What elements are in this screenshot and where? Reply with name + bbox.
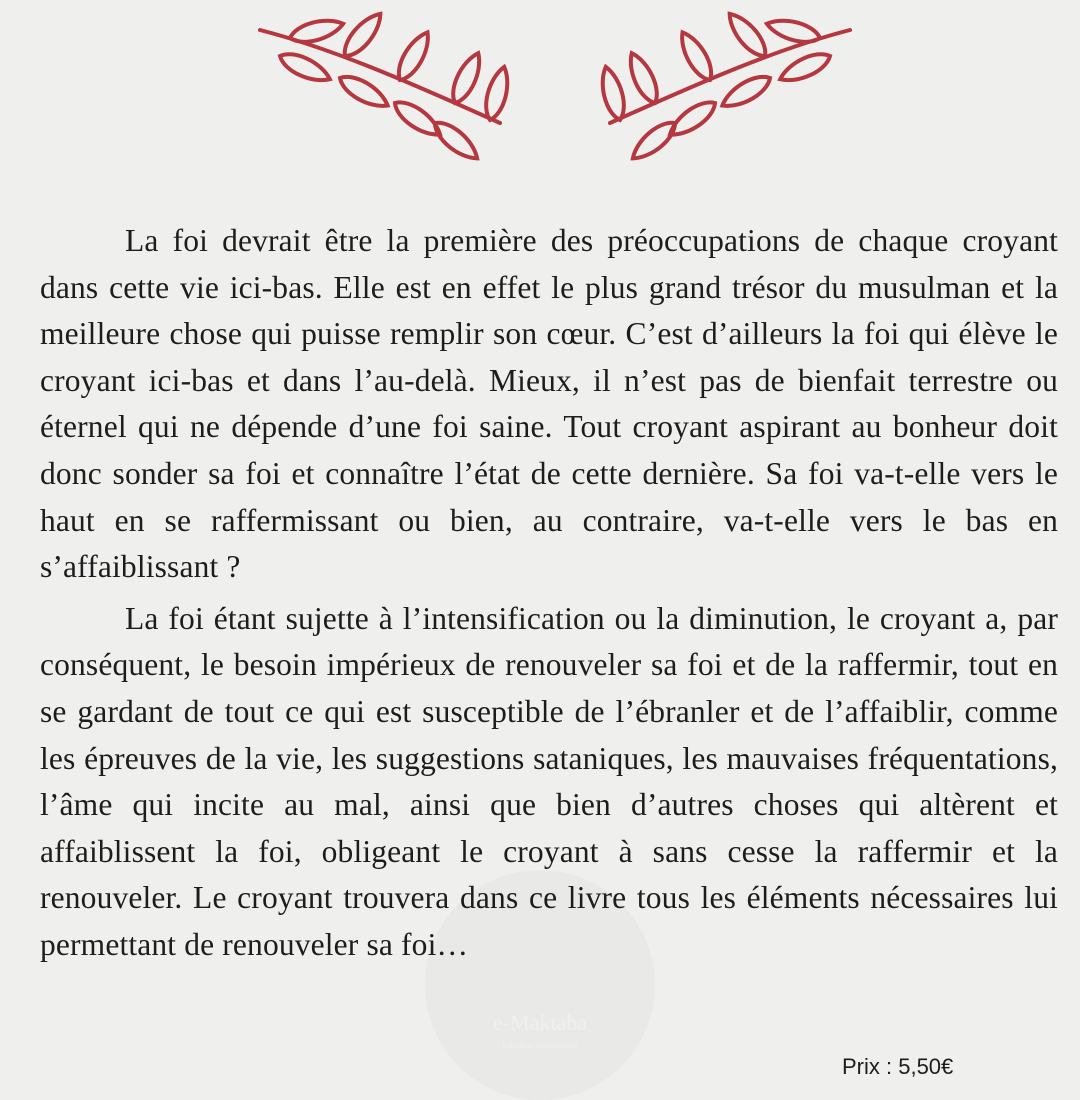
laurel-left-branch-icon bbox=[260, 8, 513, 165]
back-cover-text bbox=[40, 218, 1058, 969]
paragraph-1: La foi devrait être la première des préoccupations de chaque croyant dans cette vie ici-bas. Elle est en effet le plus grand trésor du musulman et la meilleure chose qui puisse remplir son cœur. C’est d’ailleurs la foi qui élève le croyant ici-bas et dans l’au-delà. Mieux, il n’est pas de bienfait terrestre ou éternel qui ne dépende d’une foi saine. Tout croyant aspirant au bonheur doit donc sonder sa foi et connaître l’état de cette dernière. Sa foi va-t-elle vers le haut en se raffermissant ou bien, au contraire, va-t-elle vers le bas en s’affaiblissant ? bbox=[40, 223, 1058, 585]
watermark-name: e-Maktaba bbox=[492, 1010, 588, 1035]
laurel-ornament-icon bbox=[250, 8, 860, 168]
paragraph-2: La foi étant sujette à l’intensification ou la diminution, le croyant a, par conséquent, le besoin impérieux de renouveler sa foi et de la raffermir, tout en se gardant de tout ce qui est susceptible de l’ébranler et de l’affaiblir, comme les épreuves de la vie, les suggestions sataniques, les mauvaises fréquentations, l’âme qui incite au mal, ainsi que bien d’autres choses qui altèrent et affaiblissent la foi, obligeant le croyant à sans cesse la raffermir et la renouveler. Le croyant trouvera dans ce livre tous les éléments nécessaires lui permettant de renouveler sa foi… bbox=[40, 600, 1058, 962]
laurel-right-branch-icon bbox=[597, 8, 850, 165]
price-label: Prix : 5,50€ bbox=[842, 1054, 954, 1079]
watermark-subtitle: Librairie musulmane bbox=[502, 1040, 578, 1050]
